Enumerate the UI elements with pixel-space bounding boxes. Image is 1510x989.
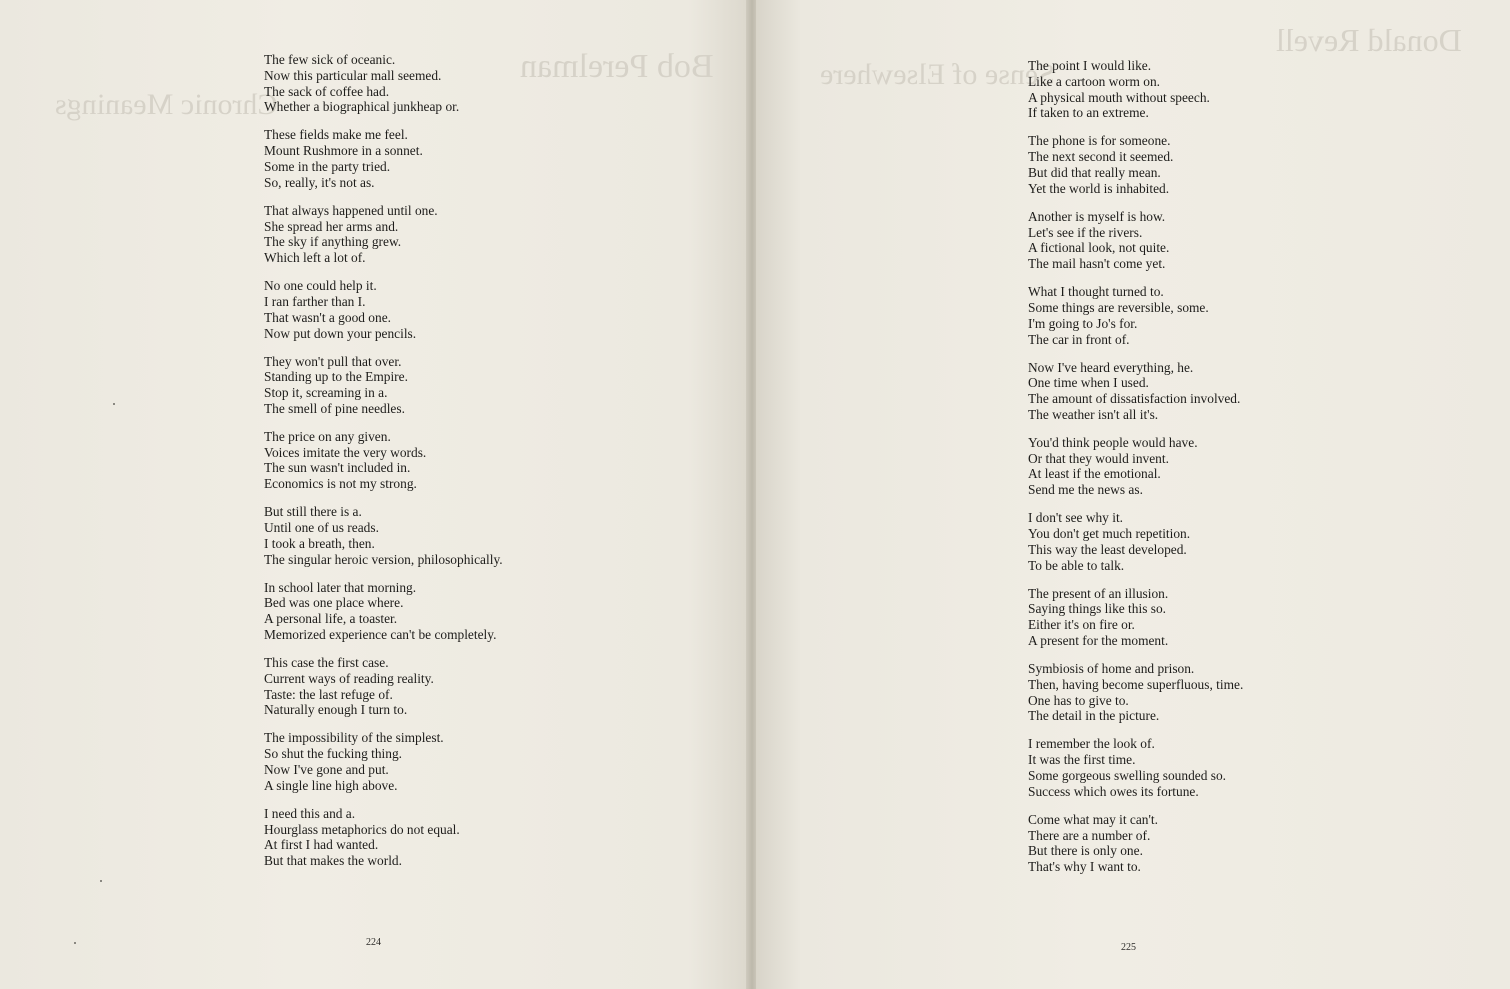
stanza [1028,736,1243,799]
poem-line: The car in front of. [1028,331,1130,347]
page-number-left: 224 [366,937,381,948]
poem-line: Some gorgeous swelling sounded so. [1028,767,1227,783]
poem-line: I'm going to Jo's for. [1028,315,1138,331]
stanza [1028,284,1243,347]
stanza [264,354,503,417]
poem-line: Then, having become superfluous, time. [1028,676,1244,692]
show-through-text: Sense of Elsewhere [820,58,1055,91]
poem-line: The few sick of oceanic. [264,52,396,67]
poem-line: Voices imitate the very words. [264,444,427,460]
poem-line: Now I've gone and put. [264,761,389,777]
poem-line: Bed was one place where. [264,595,404,611]
poem-line: You don't get much repetition. [1028,526,1191,542]
poem-line: The mail hasn't come yet. [1028,256,1166,272]
poem-line: Come what may it can't. [1028,811,1158,827]
stanza [264,504,503,567]
poem-line: One has to give to. [1028,692,1129,708]
poem-line: The point I would like. [1028,58,1152,73]
stanza [1028,58,1243,121]
right-poem [1028,58,1243,887]
poem-line: Symbiosis of home and prison. [1028,661,1195,676]
paper-speck [113,403,115,405]
poem-line: Now this particular mall seemed. [264,67,442,83]
poem-line: The sky if anything grew. [264,234,402,250]
show-through-text: Chronic Meanings [55,88,278,121]
poem-line: Now put down your pencils. [264,325,417,341]
poem-line: These fields make me feel. [264,127,408,143]
poem-line: Some in the party tried. [264,158,391,174]
poem-line: Whether a biographical junkheap or. [264,99,460,115]
poem-line: A present for the moment. [1028,633,1169,649]
poem-line: A physical mouth without speech. [1028,89,1210,105]
poem-line: The weather isn't all it's. [1028,406,1159,422]
poem-line: I ran farther than I. [264,293,366,309]
stanza [264,806,503,869]
poem-line: I don't see why it. [1028,510,1124,526]
stanza [264,730,503,793]
stanza [264,278,503,341]
stanza [264,203,503,266]
poem-line: There are a number of. [1028,827,1151,843]
poem-line: Or that they would invent. [1028,450,1169,466]
poem-line: Economics is not my strong. [264,476,417,492]
stanza [264,655,503,718]
show-through-text: Donald Revell [1276,22,1462,58]
poem-line: I remember the look of. [1028,736,1155,752]
poem-line: If taken to an extreme. [1028,105,1149,121]
poem-line: This case the first case. [264,655,389,670]
poem-line: Current ways of reading reality. [264,670,434,686]
poem-line: No one could help it. [264,278,377,294]
poem-line: But there is only one. [1028,843,1143,859]
poem-line: But did that really mean. [1028,164,1161,180]
poem-line: Yet the world is inhabited. [1028,180,1170,196]
poem-line: Send me the news as. [1028,482,1143,498]
poem-line: That wasn't a good one. [264,309,391,325]
poem-line: The amount of dissatisfaction involved. [1028,391,1241,407]
poem-line: Saying things like this so. [1028,601,1167,617]
left-page [0,0,748,989]
poem-line: To be able to talk. [1028,557,1125,573]
poem-line: Memorized experience can't be completely. [264,627,497,643]
poem-line: Either it's on fire or. [1028,617,1135,633]
poem-line: Standing up to the Empire. [264,369,408,385]
poem-line: But still there is a. [264,504,362,520]
poem-line: Some things are reversible, some. [1028,299,1209,315]
poem-line: I need this and a. [264,805,356,821]
poem-line: At least if the emotional. [1028,466,1161,482]
poem-line: A personal life, a toaster. [264,611,398,627]
stanza [1028,209,1243,272]
poem-line: Let's see if the rivers. [1028,224,1143,240]
stanza [264,52,503,115]
paper-speck [100,880,102,882]
poem-line: The singular heroic version, philosophically. [264,551,503,567]
stanza [1028,586,1243,649]
poem-line: I took a breath, then. [264,535,375,551]
stanza [1028,661,1243,724]
poem-line: She spread her arms and. [264,218,399,234]
poem-line: That's why I want to. [1028,859,1141,875]
poem-line: But that makes the world. [264,853,402,869]
poem-line: The smell of pine needles. [264,400,405,416]
poem-line: The present of an illusion. [1028,585,1169,601]
poem-line: The next second it seemed. [1028,149,1174,165]
right-page [756,0,1510,989]
poem-line: The sun wasn't included in. [264,460,411,476]
poem-line: A fictional look, not quite. [1028,240,1170,256]
stanza [1028,510,1243,573]
poem-line: Now I've heard everything, he. [1028,359,1194,375]
poem-line: Until one of us reads. [264,520,379,536]
poem-line: One time when I used. [1028,375,1149,391]
stanza [1028,360,1243,423]
poem-line: So, really, it's not as. [264,174,375,190]
poem-line: Stop it, screaming in a. [264,385,388,401]
poem-line: Success which owes its fortune. [1028,783,1199,799]
poem-line: The impossibility of the simplest. [264,730,444,746]
poem-line: The phone is for someone. [1028,133,1171,149]
poem-line: They won't pull that over. [264,353,402,369]
poem-line: That always happened until one. [264,202,438,218]
poem-line: Naturally enough I turn to. [264,702,408,718]
stanza [264,429,503,492]
stanza [264,127,503,190]
stanza [264,580,503,643]
paper-speck [74,942,76,944]
poem-line: What I thought turned to. [1028,284,1164,300]
poem-line: At first I had wanted. [264,837,379,853]
stanza [1028,812,1243,875]
poem-line: The sack of coffee had. [264,83,390,99]
left-poem [264,52,503,881]
stanza [1028,133,1243,196]
stanza [1028,435,1243,498]
poem-line: This way the least developed. [1028,541,1187,557]
poem-line: Hourglass metaphorics do not equal. [264,821,460,837]
show-through-text: Bob Perelman [520,48,714,85]
poem-line: A single line high above. [264,777,398,793]
poem-line: The detail in the picture. [1028,708,1160,724]
poem-line: So shut the fucking thing. [264,746,402,762]
poem-line: Mount Rushmore in a sonnet. [264,143,423,159]
poem-line: The price on any given. [264,428,391,444]
poem-line: Which left a lot of. [264,250,366,266]
poem-line: In school later that morning. [264,579,417,595]
page-number-right: 225 [1121,942,1136,953]
poem-line: Taste: the last refuge of. [264,686,393,702]
poem-line: Like a cartoon worm on. [1028,73,1161,89]
poem-line: You'd think people would have. [1028,434,1198,450]
poem-line: It was the first time. [1028,752,1136,768]
poem-line: Another is myself is how. [1028,208,1166,224]
